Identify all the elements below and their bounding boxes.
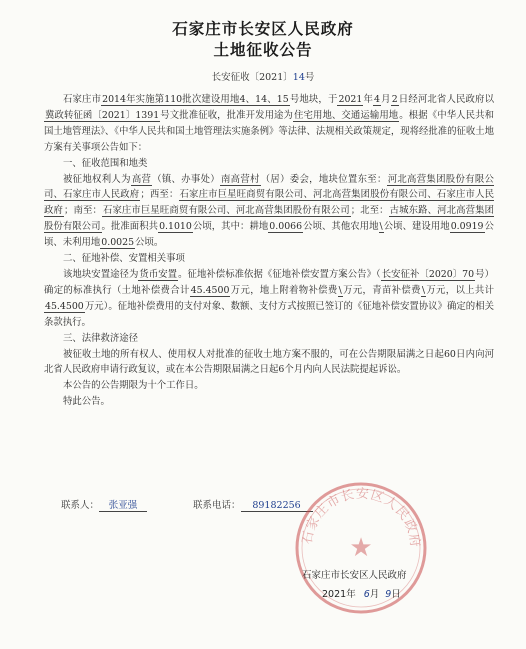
seal-text: 石家庄市长安区人民政府 — [299, 486, 423, 549]
s2-text: 万元）。征地补偿费用的支付对象、数额、支付方式按照已签订的《征地补偿安置协议》确定的相关条款执行。 — [44, 300, 494, 328]
intro-text: 日经河北省人民政府以 — [398, 94, 494, 105]
sign-day-unit: 日 — [391, 589, 401, 600]
intro-text: 石家庄市 — [63, 94, 102, 105]
sign-year: 2021 — [322, 589, 347, 600]
intro-text: 号地块，于 — [289, 94, 338, 105]
batch-name: 2014年实施第110批次建设用地4、14、15 — [102, 94, 289, 105]
s2-text: 万元，以上共计 — [425, 284, 494, 296]
s1-text: ；南至： — [63, 205, 102, 217]
doc-prefix: 长安征收〔2021〕 — [211, 72, 293, 83]
s1-text: ；西至： — [140, 189, 179, 201]
closing-notice: 特此公告。 — [63, 396, 110, 408]
section-1-paragraph — [44, 172, 494, 252]
approval-month: 4 — [374, 94, 380, 105]
section-2-heading: 二、征地补偿、安置相关事项 — [63, 253, 185, 265]
contact-person-label: 联系人： — [61, 500, 100, 511]
contact-person: 张亚强 — [99, 497, 147, 512]
other-farm-area: \ — [379, 221, 383, 233]
s1-text: （镇、办事处） — [152, 173, 220, 185]
town-name: 高营 — [131, 173, 152, 185]
section-2-paragraph — [44, 267, 494, 331]
crop-compensation: \ — [421, 284, 425, 296]
s2-text: 万元，青苗补偿费 — [342, 284, 421, 296]
contact-line — [61, 497, 313, 512]
village-name: 南高营村 — [221, 173, 260, 185]
section-1-heading: 一、征收范围和地类 — [63, 157, 148, 169]
intro-text: 年 — [363, 94, 374, 105]
sign-year-unit: 年 — [346, 589, 356, 600]
resettlement-method: 货币安置 — [139, 268, 178, 280]
approval-year: 2021 — [338, 94, 363, 105]
document-number — [0, 69, 526, 83]
boundary-east: 河北高营集团股份有限公司、石家庄市人民政府 — [44, 173, 494, 201]
contact-phone: 89182256 — [241, 500, 313, 512]
s1-text: （居）委会，地块位置东至： — [260, 173, 387, 185]
s1-text: 公顷、其他农用地 — [303, 221, 379, 233]
sign-day: 9 — [385, 589, 392, 600]
s1-text: 公顷、未利用地 — [44, 221, 494, 249]
approval-doc: 冀政转征函〔2021〕1391 — [45, 109, 160, 121]
s1-text: ；北至： — [350, 205, 389, 217]
signing-date — [322, 586, 401, 600]
signing-organization: 石家庄市长安区人民政府 — [302, 570, 407, 581]
unused-area: 0.0025 — [101, 237, 135, 249]
land-use: 住宅用地、交通运输用地 — [294, 109, 399, 121]
approval-day: 2 — [391, 94, 398, 105]
s1-text: 。批准面积共 — [101, 221, 159, 233]
svg-text:★: ★ — [349, 533, 373, 563]
sign-month-unit: 月 — [369, 589, 380, 600]
s2-text: 该地块安置途径为 — [63, 268, 139, 280]
title-announcement: 土地征收公告 — [213, 41, 313, 59]
s2-text: 号）确定的标准执行（土地补偿费合计 — [44, 268, 494, 296]
compensation-doc: 长安征补〔2020〕70 — [381, 268, 475, 280]
boundary-north: 古城东路、河北高营集团股份有限公司 — [44, 205, 494, 233]
intro-paragraph — [44, 92, 494, 156]
s1-text: 公顷，其中：耕地 — [192, 221, 269, 233]
attachment-compensation: \ — [338, 284, 342, 296]
contact-phone-label: 联系电话： — [193, 500, 241, 511]
s1-text: 被征地权利人为 — [63, 173, 131, 185]
publication-period: 本公告的公告期限为十个工作日。 — [63, 380, 204, 392]
boundary-south: 石家庄市巨星旺商贸有限公司、河北高营集团股份有限公司 — [102, 205, 350, 217]
s1-text: 公顷、建设用地 — [383, 221, 450, 233]
boundary-west: 石家庄市巨星旺商贸有限公司、河北高营集团股份有限公司、石家庄市人民政府 — [44, 189, 494, 217]
farmland-area: 0.0066 — [269, 221, 303, 233]
s2-text: 。征地补偿标准依据《征地补偿安置方案公告》（ — [178, 268, 381, 280]
announcement-body — [44, 92, 494, 410]
title-issuer: 石家庄市长安区人民政府 — [172, 20, 354, 38]
s2-text: 万元，地上附着物补偿费 — [230, 284, 338, 296]
land-compensation: 45.4500 — [190, 284, 230, 296]
doc-number-handwritten: 14 — [292, 72, 305, 83]
total-area: 0.1010 — [159, 221, 192, 233]
construction-area: 0.0919 — [450, 221, 484, 233]
s1-text: 公顷。 — [135, 237, 164, 249]
intro-text: 号文批准征收，批准开发用途为 — [160, 109, 294, 121]
sign-month: 6 — [363, 589, 370, 600]
intro-text: 月 — [381, 94, 391, 105]
intro-text: 。根据《中华人民共和国土地管理法》、《中华人民共和国土地管理法实施条例》等法律、法规相关政策规定，现将经批准的征收土地方案有关事项公告如下： — [44, 109, 494, 153]
total-compensation: 45.4500 — [45, 300, 84, 312]
doc-suffix: 号 — [304, 72, 315, 83]
section-3-heading: 三、法律救济途径 — [63, 332, 139, 344]
section-3-paragraph: 被征收土地的所有权人、使用权人对批准的征收土地方案不服的，可在公告期限届满之日起60日内向河北省人民政府申请行政复议，或在本公告期限届满之日起6个月内向人民法院提起诉讼。 — [44, 348, 494, 376]
